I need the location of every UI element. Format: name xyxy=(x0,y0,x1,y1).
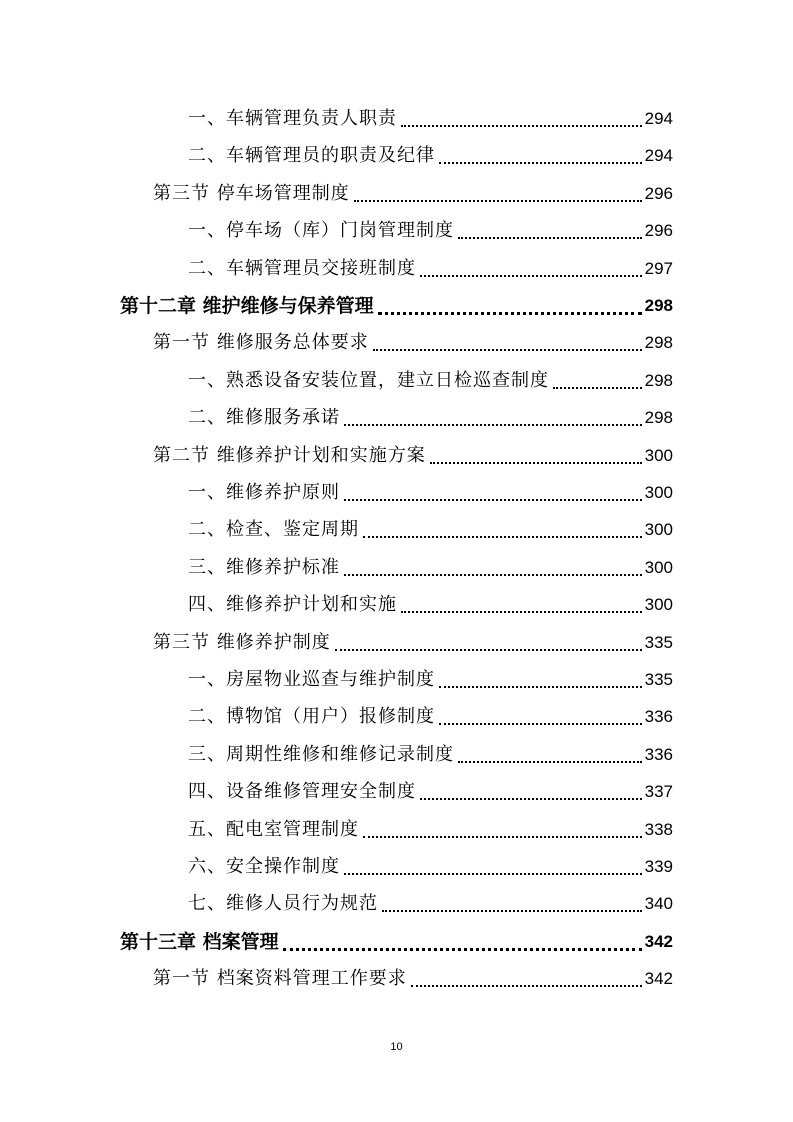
toc-dot-leader xyxy=(382,910,642,912)
toc-entry-item[interactable] xyxy=(0,137,793,174)
toc-entry-page: 298 xyxy=(644,296,673,315)
toc-entry-title: 三、周期性维修和维修记录制度 xyxy=(188,744,454,765)
toc-entry-page: 300 xyxy=(644,558,673,577)
toc-entry-title: 二、车辆管理员的职责及纪律 xyxy=(188,145,435,166)
toc-entry-title: 二、博物馆（用户）报修制度 xyxy=(188,706,435,727)
toc-entry-item[interactable] xyxy=(0,661,793,698)
toc-dot-leader xyxy=(401,611,642,613)
toc-entry-page: 342 xyxy=(644,932,673,951)
toc-entry-page: 298 xyxy=(644,408,673,427)
toc-entry-title: 七、维修人员行为规范 xyxy=(188,893,378,914)
toc-dot-leader xyxy=(553,387,642,389)
toc-dot-leader xyxy=(363,836,642,838)
toc-entry-page: 339 xyxy=(644,857,673,876)
toc-entry-item[interactable] xyxy=(0,736,793,773)
toc-entry-title: 第一节 档案资料管理工作要求 xyxy=(153,968,407,989)
toc-entry-page: 294 xyxy=(644,109,673,128)
toc-entry-page: 300 xyxy=(644,520,673,539)
toc-entry-title: 一、车辆管理负责人职责 xyxy=(188,108,397,129)
toc-dot-leader xyxy=(430,462,642,464)
toc-entry-title: 五、配电室管理制度 xyxy=(188,819,359,840)
toc-entry-item[interactable] xyxy=(0,399,793,436)
toc-entry-section[interactable] xyxy=(0,175,793,212)
toc-dot-leader xyxy=(458,237,642,239)
toc-dot-leader xyxy=(335,649,642,651)
toc-entry-page: 335 xyxy=(644,670,673,689)
toc-dot-leader xyxy=(373,349,642,351)
toc-entry-section[interactable] xyxy=(0,960,793,997)
toc-dot-leader xyxy=(354,200,642,202)
toc-entry-title: 第十二章 维护维修与保养管理 xyxy=(120,295,374,317)
toc-entry-title: 二、检查、鉴定周期 xyxy=(188,519,359,540)
toc-entry-page: 298 xyxy=(644,371,673,390)
toc-entry-item[interactable] xyxy=(0,362,793,399)
toc-dot-leader xyxy=(363,536,642,538)
toc-entry-chapter[interactable] xyxy=(0,923,793,960)
toc-dot-leader xyxy=(283,948,642,951)
toc-entry-item[interactable] xyxy=(0,474,793,511)
toc-entry-page: 300 xyxy=(644,595,673,614)
toc-entry-section[interactable] xyxy=(0,324,793,361)
toc-entry-title: 第三节 维修养护制度 xyxy=(153,632,331,653)
toc-entry-title: 六、安全操作制度 xyxy=(188,856,340,877)
toc-dot-leader xyxy=(411,985,642,987)
toc-entry-title: 一、维修养护原则 xyxy=(188,482,340,503)
toc-entry-title: 二、维修服务承诺 xyxy=(188,407,340,428)
toc-dot-leader xyxy=(420,275,642,277)
toc-entry-title: 第十三章 档案管理 xyxy=(120,931,279,953)
toc-entry-page: 337 xyxy=(644,782,673,801)
toc-entry-page: 300 xyxy=(644,446,673,465)
toc-dot-leader xyxy=(458,761,642,763)
toc-dot-leader xyxy=(439,162,642,164)
toc-dot-leader xyxy=(439,723,642,725)
toc-entry-item[interactable] xyxy=(0,848,793,885)
toc-entry-item[interactable] xyxy=(0,511,793,548)
toc-dot-leader xyxy=(420,798,642,800)
toc-entry-page: 336 xyxy=(644,745,673,764)
toc-dot-leader xyxy=(378,312,642,315)
toc-dot-leader xyxy=(401,125,642,127)
toc-entry-page: 294 xyxy=(644,146,673,165)
toc-entry-item[interactable] xyxy=(0,586,793,623)
toc-dot-leader xyxy=(439,686,642,688)
toc-entry-item[interactable] xyxy=(0,811,793,848)
toc-entry-title: 四、设备维修管理安全制度 xyxy=(188,781,416,802)
toc-dot-leader xyxy=(344,499,642,501)
toc-entry-page: 296 xyxy=(644,184,673,203)
toc-entry-title: 一、熟悉设备安装位置，建立日检巡查制度 xyxy=(188,370,549,391)
table-of-contents xyxy=(0,100,793,998)
toc-dot-leader xyxy=(344,873,642,875)
toc-entry-section[interactable] xyxy=(0,624,793,661)
toc-entry-item[interactable] xyxy=(0,549,793,586)
toc-entry-section[interactable] xyxy=(0,437,793,474)
toc-entry-title: 第二节 维修养护计划和实施方案 xyxy=(153,445,426,466)
toc-entry-page: 336 xyxy=(644,707,673,726)
toc-entry-page: 340 xyxy=(644,894,673,913)
toc-entry-item[interactable] xyxy=(0,773,793,810)
toc-entry-title: 四、维修养护计划和实施 xyxy=(188,594,397,615)
toc-entry-page: 296 xyxy=(644,221,673,240)
toc-dot-leader xyxy=(344,424,642,426)
toc-entry-title: 三、维修养护标准 xyxy=(188,557,340,578)
toc-entry-title: 一、停车场（库）门岗管理制度 xyxy=(188,220,454,241)
toc-entry-page: 335 xyxy=(644,633,673,652)
toc-entry-page: 300 xyxy=(644,483,673,502)
toc-entry-item[interactable] xyxy=(0,212,793,249)
toc-entry-title: 第三节 停车场管理制度 xyxy=(153,183,350,204)
toc-entry-page: 298 xyxy=(644,333,673,352)
toc-entry-item[interactable] xyxy=(0,250,793,287)
toc-entry-item[interactable] xyxy=(0,100,793,137)
toc-entry-title: 一、房屋物业巡查与维护制度 xyxy=(188,669,435,690)
page-number: 10 xyxy=(390,1041,403,1053)
toc-entry-item[interactable] xyxy=(0,885,793,922)
toc-entry-chapter[interactable] xyxy=(0,287,793,324)
toc-entry-page: 342 xyxy=(644,969,673,988)
toc-entry-page: 338 xyxy=(644,820,673,839)
toc-entry-item[interactable] xyxy=(0,698,793,735)
toc-dot-leader xyxy=(344,574,642,576)
toc-entry-title: 二、车辆管理员交接班制度 xyxy=(188,258,416,279)
toc-entry-title: 第一节 维修服务总体要求 xyxy=(153,332,369,353)
toc-entry-page: 297 xyxy=(644,259,673,278)
